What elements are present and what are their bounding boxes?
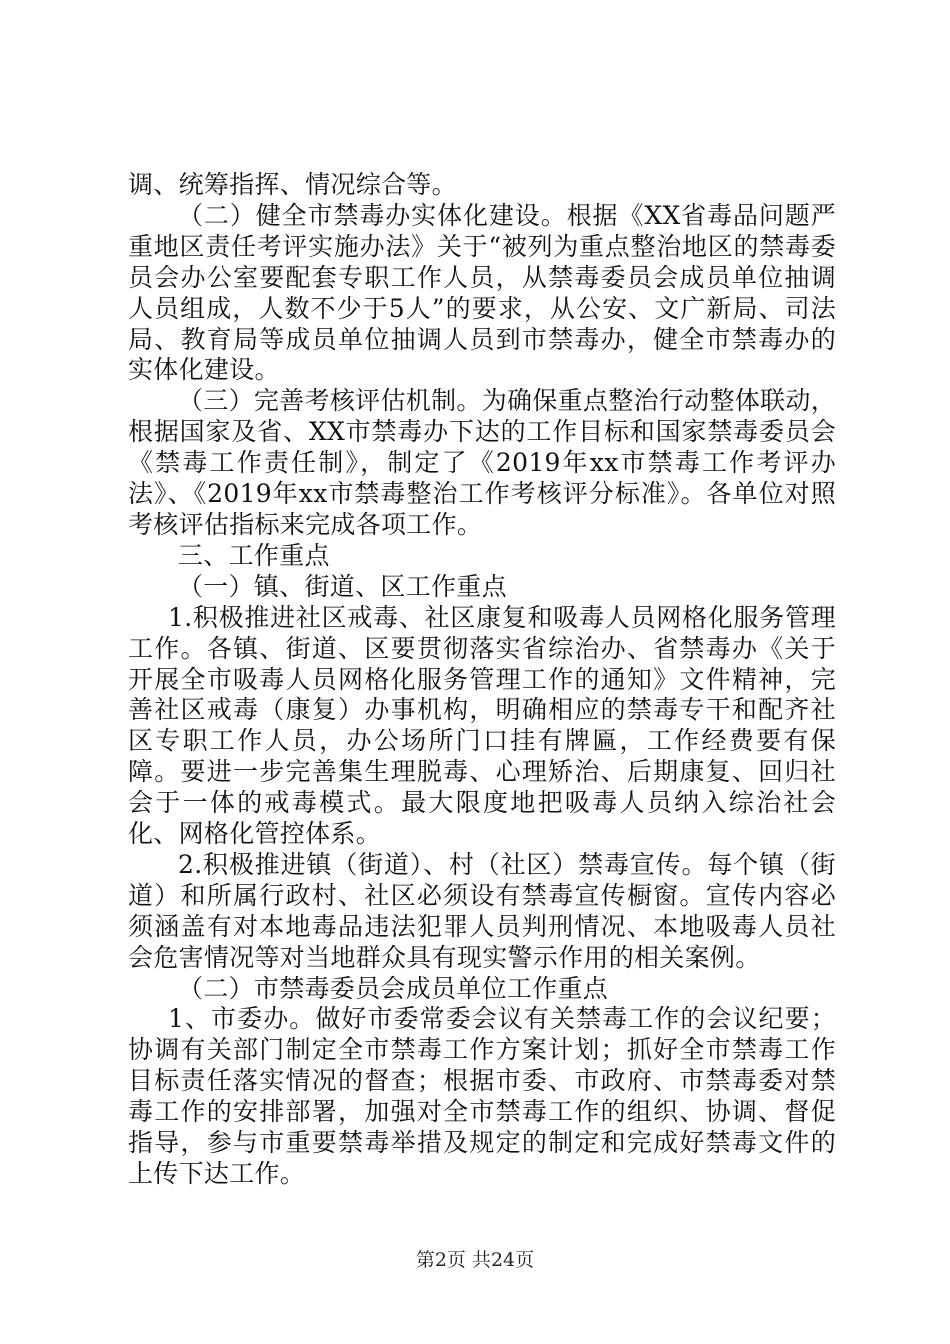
document-body [128, 170, 836, 1190]
paragraph-continuation: 调、统筹指挥、情况综合等。 [128, 170, 457, 199]
subheading-3-1: （一）镇、街道、区工作重点 [178, 571, 507, 601]
section-heading-3: 三、工作重点 [178, 540, 330, 570]
paragraph-section-2-3: （三）完善考核评估机制。为确保重点整治行动整体联动，根据国家及省、XX市禁毒办下达的工作目标和国家禁毒委员会《禁毒工作责任制》，制定了《2019年xx市禁毒工作考评办法》、《2019年xx市禁毒整治工作考核评分标准》。各单位对照考核评估指标来完成各项工作。 [128, 386, 836, 539]
paragraph-item-municipal-office: 1、市委办。做好市委常委会议有关禁毒工作的会议纪要；协调有关部门制定全市禁毒工作方案计划；抓好全市禁毒工作目标责任落实情况的督查；根据市委、市政府、市禁毒委对禁毒工作的安排部署，加强对全市禁毒工作的组织、协调、督促指导，参与市重要禁毒举措及规定的制定和完成好禁毒文件的上传下达工作。 [128, 1004, 836, 1188]
paragraph-section-2-2: （二）健全市禁毒办实体化建设。根据《XX省毒品问题严重地区责任考评实施办法》关于“被列为重点整治地区的禁毒委员会办公室要配套专职工作人员，从禁毒委员会成员单位抽调人员组成，人数不少于5人”的要求，从公安、文广新局、司法局、教育局等成员单位抽调人员到市禁毒办，健全市禁毒办的实体化建设。 [128, 200, 836, 385]
paragraph-item-2: 2.积极推进镇（街道）、村（社区）禁毒宣传。每个镇（街道）和所属行政村、社区必须设有禁毒宣传橱窗。宣传内容必须涵盖有对本地毒品违法犯罪人员判刑情况、本地吸毒人员社会危害情况等对当地群众具有现实警示作用的相关案例。 [128, 849, 836, 972]
subheading-3-2: （二）市禁毒委员会成员单位工作重点 [178, 973, 609, 1003]
page-number-footer: 第2页 共24页 [415, 1249, 535, 1271]
paragraph-item-1: 1.积极推进社区戒毒、社区康复和吸毒人员网格化服务管理工作。各镇、街道、区要贯彻落实省综治办、省禁毒办《关于开展全市吸毒人员网格化服务管理工作的通知》文件精神，完善社区戒毒（康复）办事机构，明确相应的禁毒专干和配齐社区专职工作人员，办公场所门口挂有牌匾，工作经费要有保障。要进一步完善集生理脱毒、心理矫治、后期康复、回归社会于一体的戒毒模式。最大限度地把吸毒人员纳入综治社会化、网格化管控体系。 [128, 602, 836, 849]
